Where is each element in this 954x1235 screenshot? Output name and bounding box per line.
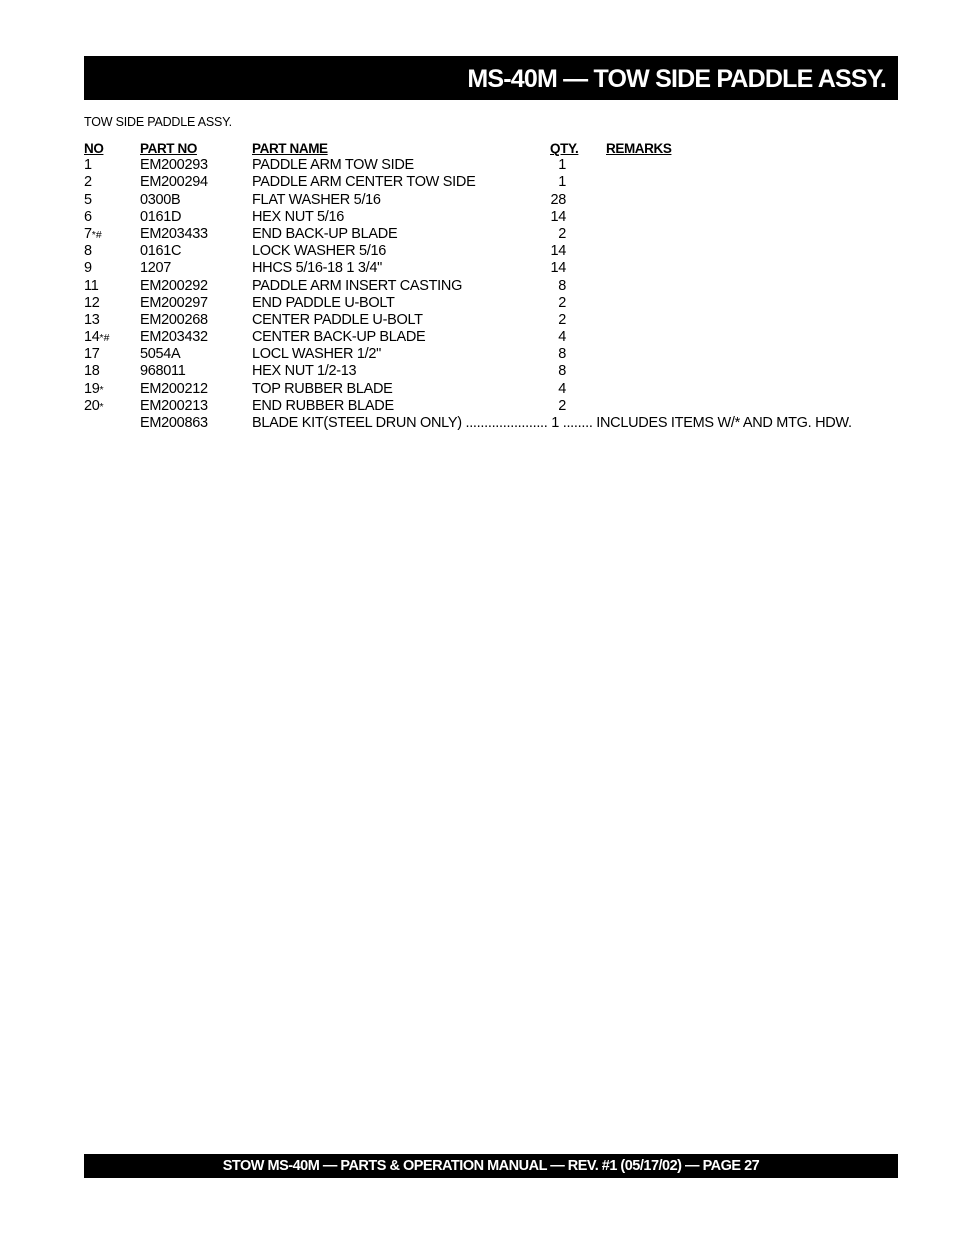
quantity: 14 xyxy=(550,208,566,225)
quantity: 28 xyxy=(550,191,566,208)
table-row xyxy=(84,174,884,191)
table-row xyxy=(84,312,884,329)
quantity: 1 xyxy=(558,174,566,191)
part-name: CENTER PADDLE U-BOLT xyxy=(252,311,423,328)
part-number: 0161C xyxy=(140,243,182,260)
item-number-value: 19 xyxy=(84,380,100,397)
item-number xyxy=(84,157,92,174)
table-body xyxy=(84,157,884,415)
item-number xyxy=(84,329,109,347)
part-number: EM203432 xyxy=(140,329,208,346)
table-row xyxy=(84,157,884,174)
table-row xyxy=(84,260,884,277)
kit-marker: * xyxy=(99,400,104,413)
column-header-remarks: REMARKS xyxy=(606,141,672,156)
item-number-value: 18 xyxy=(84,363,100,380)
item-number-value: 1 xyxy=(84,157,92,174)
quantity: 8 xyxy=(558,277,566,294)
item-number xyxy=(84,260,92,277)
section-label: TOW SIDE PADDLE ASSY. xyxy=(84,115,232,129)
part-name: END PADDLE U-BOLT xyxy=(252,294,395,311)
item-number-value: 13 xyxy=(84,311,100,328)
part-number: EM203433 xyxy=(140,225,208,242)
table-row xyxy=(84,329,884,346)
column-header-no: NO xyxy=(84,141,104,156)
item-number xyxy=(84,312,100,329)
part-number: EM200212 xyxy=(140,380,208,397)
part-number: EM200293 xyxy=(140,157,208,174)
quantity: 1 xyxy=(558,157,566,174)
table-row xyxy=(84,209,884,226)
table-row xyxy=(84,398,884,415)
part-name: END BACK-UP BLADE xyxy=(252,225,398,242)
table-row xyxy=(84,192,884,209)
part-name: LOCK WASHER 5/16 xyxy=(252,243,387,260)
item-number xyxy=(84,381,104,399)
quantity: 8 xyxy=(558,363,566,380)
table-row xyxy=(84,363,884,380)
part-number: EM200294 xyxy=(140,174,208,191)
item-number xyxy=(84,209,92,226)
part-name: FLAT WASHER 5/16 xyxy=(252,191,381,208)
part-number: 0161D xyxy=(140,208,182,225)
quantity: 2 xyxy=(558,225,566,242)
part-name: PADDLE ARM CENTER TOW SIDE xyxy=(252,174,476,191)
item-number-value: 2 xyxy=(84,174,92,191)
table-row xyxy=(84,295,884,312)
part-name: HEX NUT 1/2-13 xyxy=(252,363,357,380)
kit-marker: * xyxy=(99,383,104,396)
part-name: HEX NUT 5/16 xyxy=(252,208,345,225)
quantity: 8 xyxy=(558,346,566,363)
quantity: 14 xyxy=(550,243,566,260)
part-number: 968011 xyxy=(140,363,186,380)
part-number: EM200268 xyxy=(140,311,208,328)
part-name: LOCL WASHER 1/2" xyxy=(252,346,382,363)
part-name: END RUBBER BLADE xyxy=(252,397,394,414)
table-row xyxy=(84,226,884,243)
item-number-value: 17 xyxy=(84,346,100,363)
part-name: HHCS 5/16-18 1 3/4" xyxy=(252,260,383,277)
quantity: 14 xyxy=(550,260,566,277)
item-number-value: 14 xyxy=(84,329,100,346)
kit-description: BLADE KIT(STEEL DRUN ONLY) ...................... 1 ........ INCLUDES ITEMS W/* AND MTG. HDW. xyxy=(252,415,852,431)
quantity: 2 xyxy=(558,311,566,328)
item-number xyxy=(84,226,102,244)
item-number-value: 8 xyxy=(84,243,92,260)
table-header-row xyxy=(84,140,884,157)
item-number xyxy=(84,278,98,295)
page-title: MS-40M — TOW SIDE PADDLE ASSY. xyxy=(467,65,886,93)
table-row xyxy=(84,346,884,363)
page-title-bar xyxy=(84,56,898,100)
item-number xyxy=(84,174,92,191)
kit-row xyxy=(84,415,884,432)
part-number: EM200292 xyxy=(140,277,208,294)
item-number-value: 12 xyxy=(84,294,100,311)
kit-marker: *# xyxy=(99,332,110,345)
item-number xyxy=(84,295,100,312)
footer-text: STOW MS-40M — PARTS & OPERATION MANUAL — REV. #1 (05/17/02) — PAGE 27 xyxy=(222,1158,760,1174)
part-number: EM200213 xyxy=(140,397,208,414)
column-header-part-name: PART NAME xyxy=(252,141,328,156)
item-number-value: 6 xyxy=(84,208,92,225)
part-name: CENTER BACK-UP BLADE xyxy=(252,329,426,346)
item-number xyxy=(84,192,92,209)
column-header-qty: QTY. xyxy=(550,141,579,156)
item-number-value: 20 xyxy=(84,397,100,414)
parts-table xyxy=(84,140,884,432)
column-header-part-no: PART NO xyxy=(140,141,197,156)
item-number-value: 11 xyxy=(84,277,99,294)
item-number xyxy=(84,398,104,416)
table-row xyxy=(84,243,884,260)
part-number: 0300B xyxy=(140,191,181,208)
kit-part-no: EM200863 xyxy=(140,415,208,431)
item-number-value: 7 xyxy=(84,225,92,242)
item-number xyxy=(84,346,100,363)
item-number-value: 9 xyxy=(84,260,92,277)
part-name: PADDLE ARM INSERT CASTING xyxy=(252,277,463,294)
quantity: 4 xyxy=(558,329,566,346)
part-name: PADDLE ARM TOW SIDE xyxy=(252,157,414,174)
item-number xyxy=(84,363,100,380)
kit-marker: *# xyxy=(91,228,102,241)
part-name: TOP RUBBER BLADE xyxy=(252,380,393,397)
table-row xyxy=(84,381,884,398)
item-number-value: 5 xyxy=(84,191,92,208)
part-number: 1207 xyxy=(140,260,172,277)
part-number: 5054A xyxy=(140,346,181,363)
part-number: EM200297 xyxy=(140,294,208,311)
footer-bar xyxy=(84,1154,898,1178)
table-row xyxy=(84,278,884,295)
item-number xyxy=(84,243,92,260)
quantity: 4 xyxy=(558,380,566,397)
quantity: 2 xyxy=(558,294,566,311)
quantity: 2 xyxy=(558,397,566,414)
